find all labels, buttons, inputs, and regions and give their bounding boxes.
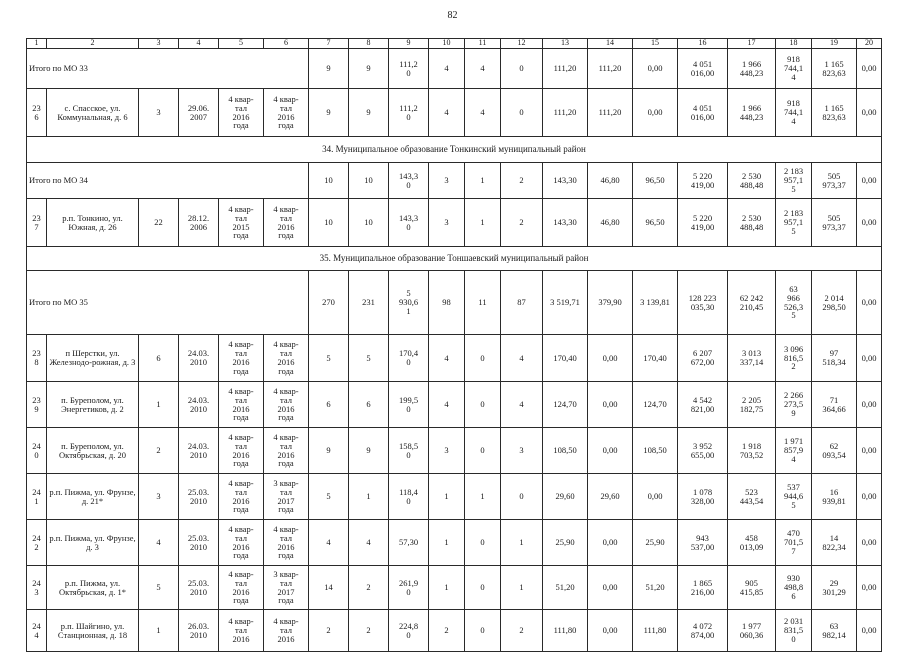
table-cell: 29.06. 2007 xyxy=(179,89,219,137)
table-cell: 0,00 xyxy=(857,335,882,382)
table-cell: 25,90 xyxy=(543,520,588,566)
table-cell: 0,00 xyxy=(857,163,882,199)
table-cell: 10 xyxy=(309,199,349,247)
column-number: 10 xyxy=(429,39,465,49)
table-cell: 10 xyxy=(349,199,389,247)
section-title: 35. Муниципальное образование Тоншаевский муниципальный район xyxy=(27,247,882,271)
table-cell: 158,5 0 xyxy=(389,428,429,474)
table-cell: 2 xyxy=(501,610,543,652)
column-number: 4 xyxy=(179,39,219,49)
address-cell: п. Буреполом, ул. Октябрьская, д. 20 xyxy=(47,428,139,474)
table-cell: 0,00 xyxy=(857,49,882,89)
table-body xyxy=(27,39,882,652)
table-cell: 4 xyxy=(465,49,501,89)
table-cell: 22 xyxy=(139,199,179,247)
table-cell: 1 xyxy=(429,474,465,520)
column-number: 3 xyxy=(139,39,179,49)
table-cell: 379,90 xyxy=(588,271,633,335)
table-cell: 0,00 xyxy=(588,566,633,610)
table-cell: 46,80 xyxy=(588,163,633,199)
table-cell: 62 093,54 xyxy=(812,428,857,474)
table-cell: 9 xyxy=(309,89,349,137)
table-cell: 523 443,54 xyxy=(728,474,776,520)
table-row xyxy=(27,335,882,382)
column-number: 8 xyxy=(349,39,389,49)
table-cell: 2 530 488,48 xyxy=(728,163,776,199)
table-cell: 5 930,6 1 xyxy=(389,271,429,335)
table-cell: 29,60 xyxy=(543,474,588,520)
table-cell: 111,20 xyxy=(543,89,588,137)
table-cell: 2 xyxy=(429,610,465,652)
table-cell: 128 223 035,30 xyxy=(678,271,728,335)
table-cell: 4 квар- тал 2016 года xyxy=(219,382,264,428)
table-cell: 111,80 xyxy=(543,610,588,652)
column-number: 20 xyxy=(857,39,882,49)
table-cell: 3 013 337,14 xyxy=(728,335,776,382)
table-cell: 537 944,6 5 xyxy=(776,474,812,520)
table-cell: 24.03. 2010 xyxy=(179,335,219,382)
table-cell: 1 865 216,00 xyxy=(678,566,728,610)
table-cell: 24 1 xyxy=(27,474,47,520)
table-cell: 4 квар- тал 2016 года xyxy=(264,428,309,474)
capital-repair-table xyxy=(26,38,882,652)
table-cell: 23 9 xyxy=(27,382,47,428)
table-cell: 143,30 xyxy=(543,199,588,247)
section-header-row xyxy=(27,137,882,163)
table-cell: 2 xyxy=(139,428,179,474)
table-cell: 3 139,81 xyxy=(633,271,678,335)
table-row xyxy=(27,520,882,566)
table-cell: 2 xyxy=(349,566,389,610)
table-cell: 2 014 298,50 xyxy=(812,271,857,335)
table-cell: 4 квар- тал 2016 xyxy=(264,610,309,652)
table-cell: 0,00 xyxy=(857,520,882,566)
table-cell: 11 xyxy=(465,271,501,335)
table-cell: 26.03. 2010 xyxy=(179,610,219,652)
table-cell: 4 072 874,00 xyxy=(678,610,728,652)
table-cell: 0,00 xyxy=(857,271,882,335)
table-cell: 2 530 488,48 xyxy=(728,199,776,247)
table-cell: 46,80 xyxy=(588,199,633,247)
table-cell: 170,40 xyxy=(633,335,678,382)
column-number: 17 xyxy=(728,39,776,49)
address-cell: р.п. Пижма, ул. Фрунзе, д. 21* xyxy=(47,474,139,520)
table-cell: 4 xyxy=(139,520,179,566)
address-cell: п Шерстки, ул. Железнодо-рожная, д. 3 xyxy=(47,335,139,382)
table-row xyxy=(27,199,882,247)
table-cell: 6 xyxy=(309,382,349,428)
table-cell: 5 xyxy=(309,474,349,520)
table-cell: 5 xyxy=(309,335,349,382)
table-cell: 4 квар- тал 2016 года xyxy=(264,382,309,428)
address-cell: р.п. Шайгино, ул. Станционная, д. 18 xyxy=(47,610,139,652)
column-number: 18 xyxy=(776,39,812,49)
table-row xyxy=(27,428,882,474)
table-cell: 4 xyxy=(429,49,465,89)
table-cell: 111,20 xyxy=(588,49,633,89)
table-cell: 930 498,8 6 xyxy=(776,566,812,610)
table-cell: 0 xyxy=(465,566,501,610)
table-cell: 505 973,37 xyxy=(812,163,857,199)
table-cell: 23 8 xyxy=(27,335,47,382)
table-cell: 5 xyxy=(139,566,179,610)
column-number: 6 xyxy=(264,39,309,49)
table-cell: 4 квар- тал 2016 года xyxy=(264,199,309,247)
table-cell: 4 xyxy=(429,89,465,137)
address-cell: р.п. Пижма, ул. Октябрьская, д. 1* xyxy=(47,566,139,610)
table-cell: 4 квар- тал 2016 xyxy=(219,610,264,652)
table-cell: 28.12. 2006 xyxy=(179,199,219,247)
table-cell: 4 квар- тал 2016 года xyxy=(264,89,309,137)
table-cell: 9 xyxy=(349,89,389,137)
table-cell: 0 xyxy=(465,520,501,566)
table-cell: 4 квар- тал 2016 года xyxy=(219,520,264,566)
column-number: 1 xyxy=(27,39,47,49)
table-cell: 124,70 xyxy=(543,382,588,428)
table-cell: 143,30 xyxy=(543,163,588,199)
table-cell: 170,40 xyxy=(543,335,588,382)
table-cell: 9 xyxy=(349,428,389,474)
table-row xyxy=(27,610,882,652)
table-cell: 111,20 xyxy=(588,89,633,137)
table-cell: 3 xyxy=(429,163,465,199)
table-cell: 3 xyxy=(429,199,465,247)
column-number: 19 xyxy=(812,39,857,49)
table-cell: 1 966 448,23 xyxy=(728,89,776,137)
table-cell: 96,50 xyxy=(633,163,678,199)
table-cell: 0,00 xyxy=(857,428,882,474)
column-number: 2 xyxy=(47,39,139,49)
table-cell: 16 939,81 xyxy=(812,474,857,520)
table-cell: 4 051 016,00 xyxy=(678,49,728,89)
table-cell: 2 266 273,5 9 xyxy=(776,382,812,428)
table-cell: 1 966 448,23 xyxy=(728,49,776,89)
table-cell: 24 3 xyxy=(27,566,47,610)
table-cell: 1 xyxy=(349,474,389,520)
table-cell: 87 xyxy=(501,271,543,335)
address-cell: р.п. Тонкино, ул. Южная, д. 26 xyxy=(47,199,139,247)
table-cell: 4 квар- тал 2016 года xyxy=(219,89,264,137)
table-cell: 3 xyxy=(139,89,179,137)
table-row xyxy=(27,474,882,520)
table-cell: 2 xyxy=(309,610,349,652)
table-cell: 51,20 xyxy=(633,566,678,610)
subtotal-row xyxy=(27,271,882,335)
table-cell: 63 982,14 xyxy=(812,610,857,652)
table-cell: 199,5 0 xyxy=(389,382,429,428)
column-number: 5 xyxy=(219,39,264,49)
subtotal-row xyxy=(27,163,882,199)
table-cell: 98 xyxy=(429,271,465,335)
table-row xyxy=(27,566,882,610)
table-cell: 108,50 xyxy=(633,428,678,474)
table-cell: 0 xyxy=(465,428,501,474)
table-cell: 3 квар- тал 2017 года xyxy=(264,566,309,610)
table-cell: 4 542 821,00 xyxy=(678,382,728,428)
table-cell: 4 xyxy=(309,520,349,566)
table-cell: 29 301,29 xyxy=(812,566,857,610)
table-cell: 5 xyxy=(349,335,389,382)
table-cell: 1 xyxy=(429,520,465,566)
table-cell: 0 xyxy=(465,335,501,382)
table-cell: 918 744,1 4 xyxy=(776,49,812,89)
subtotal-row xyxy=(27,49,882,89)
table-cell: 111,20 xyxy=(543,49,588,89)
table-cell: 124,70 xyxy=(633,382,678,428)
table-cell: 9 xyxy=(309,428,349,474)
table-cell: 0,00 xyxy=(857,89,882,137)
address-cell: п. Буреполом, ул. Энергетиков, д. 2 xyxy=(47,382,139,428)
table-cell: 1 xyxy=(465,163,501,199)
table-cell: 2 031 831,5 0 xyxy=(776,610,812,652)
table-cell: 57,30 xyxy=(389,520,429,566)
table-cell: 3 519,71 xyxy=(543,271,588,335)
table-cell: 4 квар- тал 2016 года xyxy=(219,428,264,474)
table-cell: 0,00 xyxy=(588,428,633,474)
table-cell: 3 квар- тал 2017 года xyxy=(264,474,309,520)
column-number: 9 xyxy=(389,39,429,49)
table-cell: 25,90 xyxy=(633,520,678,566)
table-cell: 905 415,85 xyxy=(728,566,776,610)
table-cell: 9 xyxy=(309,49,349,89)
address-cell: с. Спасское, ул. Коммунальная, д. 6 xyxy=(47,89,139,137)
table-cell: 4 квар- тал 2016 года xyxy=(264,520,309,566)
table-cell: 143,3 0 xyxy=(389,163,429,199)
table-cell: 470 701,5 7 xyxy=(776,520,812,566)
table-cell: 1 078 328,00 xyxy=(678,474,728,520)
table-cell: 24 0 xyxy=(27,428,47,474)
table-cell: 111,80 xyxy=(633,610,678,652)
table-cell: 1 xyxy=(139,610,179,652)
table-row xyxy=(27,89,882,137)
table-cell: 0,00 xyxy=(857,610,882,652)
table-cell: 3 xyxy=(429,428,465,474)
table-cell: 96,50 xyxy=(633,199,678,247)
table-cell: 5 220 419,00 xyxy=(678,199,728,247)
table-cell: 0 xyxy=(501,474,543,520)
table-cell: 24 4 xyxy=(27,610,47,652)
table-cell: 24.03. 2010 xyxy=(179,382,219,428)
table-cell: 62 242 210,45 xyxy=(728,271,776,335)
table-cell: 4 xyxy=(429,382,465,428)
table-cell: 0,00 xyxy=(857,382,882,428)
column-number: 14 xyxy=(588,39,633,49)
table-cell: 25.03. 2010 xyxy=(179,566,219,610)
table-cell: 918 744,1 4 xyxy=(776,89,812,137)
table-cell: 0 xyxy=(501,49,543,89)
table-cell: 1 977 060,36 xyxy=(728,610,776,652)
table-cell: 2 183 957,1 5 xyxy=(776,199,812,247)
table-cell: 1 xyxy=(139,382,179,428)
table-cell: 0,00 xyxy=(588,520,633,566)
column-number: 12 xyxy=(501,39,543,49)
table-cell: 505 973,37 xyxy=(812,199,857,247)
table-cell: 5 220 419,00 xyxy=(678,163,728,199)
column-number: 16 xyxy=(678,39,728,49)
table-cell: 261,9 0 xyxy=(389,566,429,610)
subtotal-label: Итого по МО 35 xyxy=(27,271,309,335)
table-cell: 1 xyxy=(501,520,543,566)
column-number: 11 xyxy=(465,39,501,49)
table-cell: 10 xyxy=(349,163,389,199)
table-cell: 4 xyxy=(429,335,465,382)
table-cell: 4 xyxy=(501,382,543,428)
table-cell: 270 xyxy=(309,271,349,335)
table-cell: 943 537,00 xyxy=(678,520,728,566)
table-cell: 1 971 857,9 4 xyxy=(776,428,812,474)
table-cell: 1 165 823,63 xyxy=(812,49,857,89)
table-cell: 0 xyxy=(501,89,543,137)
table-cell: 170,4 0 xyxy=(389,335,429,382)
table-cell: 0 xyxy=(465,382,501,428)
table-cell: 3 096 816,5 2 xyxy=(776,335,812,382)
table-cell: 14 xyxy=(309,566,349,610)
column-number: 15 xyxy=(633,39,678,49)
table-cell: 71 364,66 xyxy=(812,382,857,428)
table-cell: 9 xyxy=(349,49,389,89)
column-number-row xyxy=(27,39,882,49)
table-cell: 25.03. 2010 xyxy=(179,520,219,566)
table-cell: 2 xyxy=(349,610,389,652)
table-cell: 0,00 xyxy=(633,89,678,137)
table-cell: 231 xyxy=(349,271,389,335)
section-title: 34. Муниципальное образование Тонкинский муниципальный район xyxy=(27,137,882,163)
table-cell: 14 822,34 xyxy=(812,520,857,566)
table-cell: 224,8 0 xyxy=(389,610,429,652)
table-cell: 2 183 957,1 5 xyxy=(776,163,812,199)
table-cell: 63 966 526,3 5 xyxy=(776,271,812,335)
column-number: 13 xyxy=(543,39,588,49)
table-cell: 1 918 703,52 xyxy=(728,428,776,474)
table-cell: 3 xyxy=(139,474,179,520)
table-cell: 3 xyxy=(501,428,543,474)
table-cell: 0,00 xyxy=(857,199,882,247)
table-cell: 2 xyxy=(501,163,543,199)
page-number: 82 xyxy=(447,10,458,21)
table-cell: 0,00 xyxy=(588,382,633,428)
table-cell: 1 xyxy=(501,566,543,610)
table-cell: 118,4 0 xyxy=(389,474,429,520)
table-cell: 6 207 672,00 xyxy=(678,335,728,382)
table-cell: 0,00 xyxy=(857,566,882,610)
table-cell: 25.03. 2010 xyxy=(179,474,219,520)
table-cell: 6 xyxy=(139,335,179,382)
table-cell: 0,00 xyxy=(633,474,678,520)
table-cell: 4 051 016,00 xyxy=(678,89,728,137)
table-cell: 29,60 xyxy=(588,474,633,520)
table-cell: 0,00 xyxy=(588,335,633,382)
table-cell: 4 xyxy=(501,335,543,382)
table-cell: 0,00 xyxy=(857,474,882,520)
table-cell: 51,20 xyxy=(543,566,588,610)
table-cell: 4 квар- тал 2016 года xyxy=(219,474,264,520)
table-cell: 458 013,09 xyxy=(728,520,776,566)
table-cell: 143,3 0 xyxy=(389,199,429,247)
table-cell: 24 2 xyxy=(27,520,47,566)
table-cell: 1 165 823,63 xyxy=(812,89,857,137)
table-cell: 6 xyxy=(349,382,389,428)
table-cell: 111,2 0 xyxy=(389,89,429,137)
table-cell: 97 518,34 xyxy=(812,335,857,382)
table-cell: 23 6 xyxy=(27,89,47,137)
subtotal-label: Итого по МО 33 xyxy=(27,49,309,89)
table-cell: 108,50 xyxy=(543,428,588,474)
subtotal-label: Итого по МО 34 xyxy=(27,163,309,199)
table-cell: 24.03. 2010 xyxy=(179,428,219,474)
address-cell: р.п. Пижма, ул. Фрунзе, д. 3 xyxy=(47,520,139,566)
table-cell: 0,00 xyxy=(633,49,678,89)
table-cell: 2 xyxy=(501,199,543,247)
table-cell: 23 7 xyxy=(27,199,47,247)
table-cell: 4 квар- тал 2016 года xyxy=(264,335,309,382)
table-cell: 4 квар- тал 2016 года xyxy=(219,335,264,382)
section-header-row xyxy=(27,247,882,271)
table-cell: 4 xyxy=(349,520,389,566)
table-cell: 3 952 655,00 xyxy=(678,428,728,474)
table-cell: 1 xyxy=(465,474,501,520)
table-cell: 4 xyxy=(465,89,501,137)
table-cell: 1 xyxy=(429,566,465,610)
table-cell: 1 xyxy=(465,199,501,247)
table-cell: 0,00 xyxy=(588,610,633,652)
table-cell: 4 квар- тал 2015 года xyxy=(219,199,264,247)
table-cell: 4 квар- тал 2016 года xyxy=(219,566,264,610)
table-cell: 10 xyxy=(309,163,349,199)
table-cell: 111,2 0 xyxy=(389,49,429,89)
table-row xyxy=(27,382,882,428)
column-number: 7 xyxy=(309,39,349,49)
table-cell: 0 xyxy=(465,610,501,652)
table-cell: 2 205 182,75 xyxy=(728,382,776,428)
